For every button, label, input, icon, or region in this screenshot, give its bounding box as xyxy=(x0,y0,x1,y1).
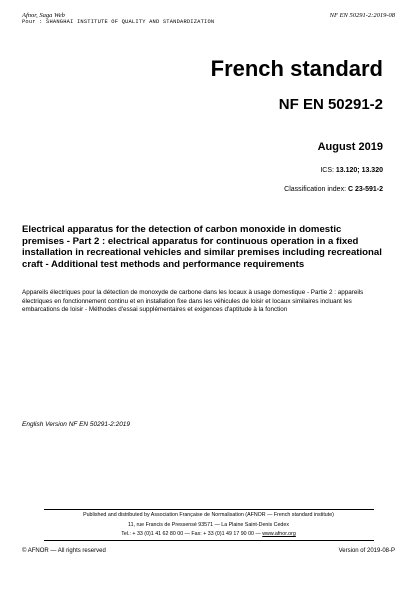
ics-line xyxy=(320,167,383,174)
publisher-line-3 xyxy=(22,530,395,540)
afnor-website-link[interactable]: www.afnor.org xyxy=(262,531,296,537)
publisher-info xyxy=(22,511,395,540)
classification-line xyxy=(284,186,383,193)
header-recipient: Pour : SHANGHAI INSTITUTE OF QUALITY AND STANDARDIZATION xyxy=(22,19,215,25)
publisher-line-2: 11, rue Francis de Pressensé 93571 — La Plaine Saint-Denis Cedex xyxy=(128,521,289,528)
publisher-contact: Tel.: + 33 (0)1 41 62 80 00 — Fax: + 33 (0)1 49 17 90 00 — xyxy=(121,531,263,537)
classification-value: C 23-591-2 xyxy=(347,186,383,193)
header-source: Afnor, Saga Web xyxy=(22,12,65,19)
header-reference: NF EN 50291-2:2019-08 xyxy=(329,12,395,19)
copyright-notice: © AFNOR — All rights reserved xyxy=(22,548,106,554)
standard-number: NF EN 50291-2 xyxy=(278,96,383,113)
publisher-bottom-rule xyxy=(44,540,374,541)
english-title: Electrical apparatus for the detection of carbon monoxide in domestic premises - Part 2 : electrical apparatus for continuous operation in a fixed installation in recreational vehicles and similar premises including recreational craft - Additional test methods and performance requirements xyxy=(22,224,382,270)
publisher-top-rule xyxy=(44,509,374,510)
french-title: Appareils électriques pour la détection de monoxyde de carbone dans les locaux à usage domestique - Partie 2 : appareils électriques en fonctionnement continu et en installation fixe dans les véhicules de loisir et locaux similaires incluant les embarcations de loisir - Méthodes d'essai supplémentaires et exigences d'aptitude à la fonction xyxy=(22,289,364,314)
ics-value: 13.120; 13.320 xyxy=(335,167,383,174)
document-type-title: French standard xyxy=(210,56,383,81)
ics-label: ICS: xyxy=(320,167,336,174)
publication-date: August 2019 xyxy=(317,141,383,153)
version-label: Version of 2019-08-P xyxy=(338,548,395,554)
english-version: English Version NF EN 50291-2:2019 xyxy=(22,421,131,428)
publisher-line-1: Published and distributed by Association Française de Normalisation (AFNOR — French standard institute) xyxy=(83,512,334,518)
classification-label: Classification index: xyxy=(284,186,348,193)
